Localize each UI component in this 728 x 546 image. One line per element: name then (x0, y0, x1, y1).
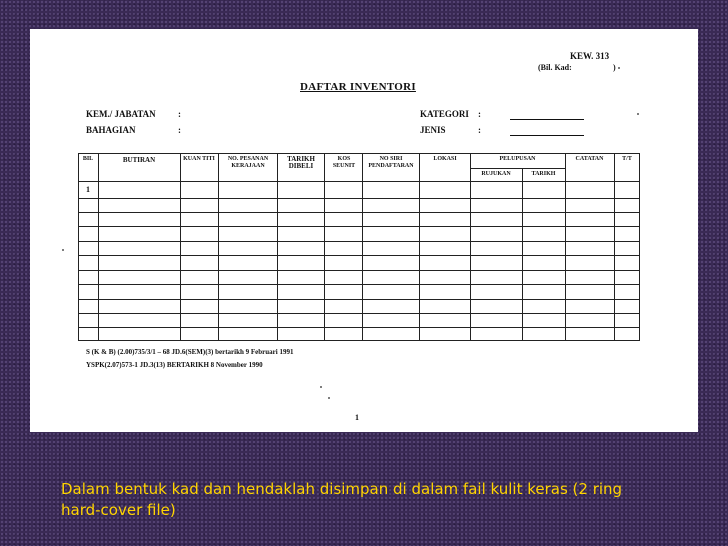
jenis-fill-line (510, 135, 584, 136)
field-label-kategori: KATEGORI (420, 109, 469, 119)
inventory-table (78, 153, 640, 341)
scan-speck (637, 113, 639, 115)
scan-speck (320, 386, 322, 388)
row-number: 1 (86, 185, 90, 194)
form-code: KEW. 313 (570, 51, 610, 61)
col-header-catatan: CATATAN (575, 156, 604, 162)
col-header-pelupusan: PELUPUSAN (499, 156, 536, 162)
col-header-tarikh-dibeli: TARIKH DIBELI (287, 155, 315, 170)
scan-speck (62, 249, 64, 251)
field-separator: : (478, 125, 481, 135)
field-separator: : (178, 109, 181, 119)
scan-speck (328, 397, 330, 399)
footnote-reference-2: YSPK(2.07)573-1 JD.3(13) BERTARIKH 8 November 1990 (86, 361, 263, 369)
col-header-no-pesanan: NO. PESANAN KERAJAAN (227, 156, 269, 169)
col-header-kos-seunit: KOS SEUNIT (332, 156, 356, 169)
card-number-close: ) (613, 63, 616, 72)
col-header-no-siri: NO SIRI PENDAFTARAN (368, 156, 414, 169)
form-title: DAFTAR INVENTORI (300, 81, 416, 93)
page-number: 1 (355, 413, 359, 422)
field-separator: : (178, 125, 181, 135)
field-separator: : (478, 109, 481, 119)
col-header-lokasi: LOKASI (433, 156, 457, 162)
col-header-rujukan: RUJUKAN (481, 171, 511, 177)
scan-speck (618, 67, 620, 69)
footnote-reference-1: S (K & B) (2.00)735/3/1 – 68 JD.6(SEM)(3) bertarikh 9 Februari 1991 (86, 348, 294, 356)
kategori-fill-line (510, 119, 584, 120)
slide-caption: Dalam bentuk kad dan hendaklah disimpan di dalam fail kulit keras (2 ring hard-cover file) (61, 480, 623, 519)
field-label-jenis: JENIS (420, 125, 446, 135)
field-label-kem-jabatan: KEM./ JABATAN (86, 109, 156, 119)
col-header-tarikh: TARIKH (531, 171, 556, 177)
col-header-kuantiti: KUAN TITI (183, 156, 215, 162)
card-number-label: (Bil. Kad: (538, 63, 572, 72)
col-header-tt: T/T (622, 156, 632, 162)
table-grid (78, 153, 640, 341)
col-header-butiran: BUTIRAN (122, 156, 156, 164)
inventory-form-scan (30, 29, 698, 432)
col-header-bil: BIL (82, 156, 94, 162)
field-label-bahagian: BAHAGIAN (86, 125, 136, 135)
